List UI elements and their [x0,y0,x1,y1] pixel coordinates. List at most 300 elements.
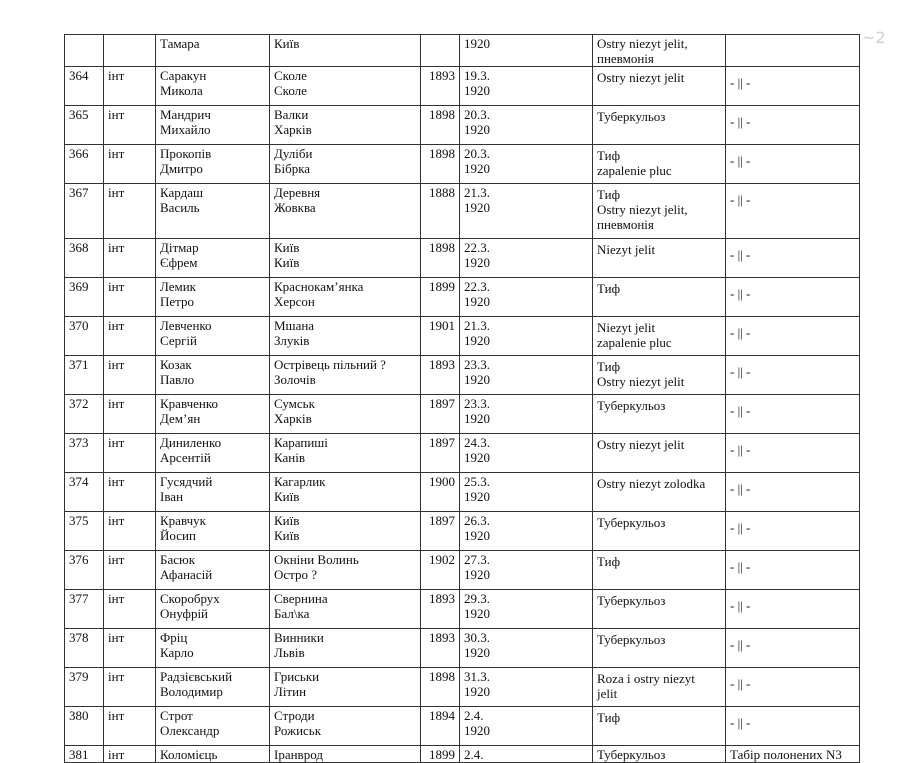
death-date-line: 1920 [464,411,490,426]
burial-note [726,395,860,434]
person-name-line: Козак [160,357,192,372]
birth-year-line: 1902 [429,552,455,567]
birthplace [270,278,421,317]
record-number [65,106,104,145]
person-name [156,317,270,356]
person-name [156,278,270,317]
record-number-line: 368 [69,240,89,255]
death-date [460,67,593,106]
cause-of-death-line: пневмонія [597,51,654,66]
person-name [156,512,270,551]
cause-of-death-line: Niezyt jelit [597,242,656,257]
birthplace [270,434,421,473]
birthplace [270,395,421,434]
person-name-line: Прокопів [160,146,212,161]
person-name-line: Коломієць [160,747,218,762]
death-date-line: 2.4. [464,747,484,762]
birthplace-line: Мшана [274,318,315,333]
birthplace [270,629,421,668]
burial-note-line: - || - [730,325,751,340]
person-name [156,106,270,145]
death-date [460,395,593,434]
table-row [65,356,860,395]
birth-year-line: 1898 [429,240,455,255]
burial-note [726,356,860,395]
table-row [65,473,860,512]
record-type-line: інт [108,669,125,684]
death-date-line: 21.3. [464,185,490,200]
birth-year [421,629,460,668]
birthplace [270,590,421,629]
birthplace-line: Золочів [274,372,316,387]
burial-note [726,239,860,278]
table-row [65,434,860,473]
cause-of-death-line: Туберкульоз [597,398,666,413]
death-date-line: 1920 [464,606,490,621]
death-date-line: 1920 [464,83,490,98]
burial-note [726,106,860,145]
person-name-line: Дмитро [160,161,203,176]
birth-year [421,707,460,746]
birth-year [421,668,460,707]
birthplace [270,106,421,145]
record-type [104,67,156,106]
birthplace-line: Деревня [274,185,321,200]
record-type-line: інт [108,318,125,333]
death-date-line: 1920 [464,489,490,504]
birthplace-line: Київ [274,36,300,51]
cause-of-death [593,67,726,106]
death-date [460,434,593,473]
person-name [156,668,270,707]
record-type-line: інт [108,708,125,723]
record-number-line: 367 [69,185,89,200]
death-date [460,668,593,707]
table-row [65,512,860,551]
birth-year [421,356,460,395]
record-type-line: інт [108,107,125,122]
burial-note-line: - || - [730,403,751,418]
death-date [460,746,593,763]
death-date [460,184,593,239]
burial-note-line: - || - [730,442,751,457]
record-type-line: інт [108,435,125,450]
death-date-line: 29.3. [464,591,490,606]
birth-year-line: 1897 [429,435,455,450]
burial-note [726,434,860,473]
death-date-line: 21.3. [464,318,490,333]
record-number [65,668,104,707]
person-name-line: Павло [160,372,195,387]
record-number [65,35,104,67]
birth-year [421,239,460,278]
record-type-line: інт [108,552,125,567]
birth-year-line: 1898 [429,669,455,684]
burial-note [726,145,860,184]
burial-note [726,512,860,551]
record-number [65,707,104,746]
record-number [65,145,104,184]
person-name-line: Дітмар [160,240,199,255]
person-name [156,746,270,763]
record-type [104,106,156,145]
birth-year-line: 1893 [429,630,455,645]
person-name-line: Михайло [160,122,211,137]
person-name-line: Строт [160,708,193,723]
birthplace-line: Бал\ка [274,606,310,621]
burial-note [726,590,860,629]
cause-of-death-line: zapalenie pluc [597,335,672,350]
person-name-line: Йосип [160,528,196,543]
birthplace-line: Харків [274,411,312,426]
birthplace [270,145,421,184]
cause-of-death [593,473,726,512]
birth-year-line: 1897 [429,513,455,528]
record-type [104,746,156,763]
birthplace-line: Валки [274,107,309,122]
cause-of-death-line: Niezyt jelit [597,320,656,335]
person-name [156,145,270,184]
record-number-line: 370 [69,318,89,333]
birth-year-line: 1899 [429,747,455,762]
record-number-line: 379 [69,669,89,684]
person-name-line: Олександр [160,723,220,738]
record-type [104,590,156,629]
death-date [460,145,593,184]
birth-year [421,278,460,317]
death-date-line: 20.3. [464,146,490,161]
record-number [65,278,104,317]
record-number-line: 377 [69,591,89,606]
person-name-line: Василь [160,200,200,215]
record-number-line: 369 [69,279,89,294]
person-name [156,707,270,746]
cause-of-death-line: Тиф [597,148,620,163]
birthplace-line: Іранврод [274,747,323,762]
death-date-line: 1920 [464,161,490,176]
birthplace [270,356,421,395]
burial-note [726,746,860,763]
record-number [65,317,104,356]
birthplace-line: Львів [274,645,305,660]
record-type [104,395,156,434]
burial-note-line: - || - [730,75,751,90]
record-type [104,512,156,551]
death-date-line: 1920 [464,372,490,387]
record-type [104,356,156,395]
record-type [104,629,156,668]
death-date-line: 1920 [464,122,490,137]
person-name-line: Радзієвський [160,669,233,684]
person-name-line: Левченко [160,318,212,333]
record-type [104,278,156,317]
person-name-line: Тамара [160,36,200,51]
record-type-line: інт [108,630,125,645]
table-row [65,35,860,67]
death-date [460,239,593,278]
death-date-line: 2.4. [464,708,484,723]
record-number [65,746,104,763]
record-number [65,67,104,106]
birthplace [270,473,421,512]
cause-of-death-line: Roza i ostry niezyt [597,671,695,686]
table-row [65,590,860,629]
table-row [65,239,860,278]
birthplace [270,67,421,106]
cause-of-death-line: Туберкульоз [597,747,666,762]
cause-of-death-line: Тиф [597,710,620,725]
birthplace-line: Окніни Волинь [274,552,359,567]
cause-of-death [593,707,726,746]
person-name [156,239,270,278]
record-number-line: 365 [69,107,89,122]
table-row [65,106,860,145]
record-type-line: інт [108,185,125,200]
person-name [156,67,270,106]
birthplace [270,512,421,551]
record-type [104,707,156,746]
birth-year [421,473,460,512]
death-date-line: 30.3. [464,630,490,645]
birth-year-line: 1894 [429,708,455,723]
record-number-line: 376 [69,552,89,567]
birthplace-line: Строди [274,708,315,723]
record-type [104,473,156,512]
person-name-line: Петро [160,294,194,309]
person-name-line: Мандрич [160,107,211,122]
cause-of-death-line: Ostry niezyt jelit [597,70,685,85]
burial-note [726,551,860,590]
record-type-line: інт [108,747,125,762]
death-date [460,629,593,668]
death-date-line: 1920 [464,450,490,465]
person-name-line: Карло [160,645,194,660]
person-name-line: Басюк [160,552,196,567]
birth-year [421,512,460,551]
cause-of-death-line: Ostry niezyt zolodka [597,476,706,491]
death-date-line: 1920 [464,645,490,660]
burial-note [726,67,860,106]
cause-of-death-line: jelit [597,686,618,701]
person-name [156,356,270,395]
burial-note [726,668,860,707]
birth-year [421,317,460,356]
person-name-line: Скоробрух [160,591,220,606]
birth-year [421,590,460,629]
death-register-table [64,34,860,763]
table-row [65,184,860,239]
record-number [65,184,104,239]
cause-of-death [593,746,726,763]
burial-note-line: - || - [730,192,751,207]
record-number [65,629,104,668]
cause-of-death [593,434,726,473]
birthplace [270,551,421,590]
birthplace [270,317,421,356]
cause-of-death-line: Туберкульоз [597,515,666,530]
birth-year-line: 1893 [429,68,455,83]
table-row [65,278,860,317]
cause-of-death [593,35,726,67]
burial-note [726,473,860,512]
person-name [156,473,270,512]
person-name [156,434,270,473]
person-name-line: Кравчук [160,513,206,528]
cause-of-death-line: Ostry niezyt jelit [597,374,685,389]
record-type-line: інт [108,357,125,372]
table-row [65,707,860,746]
birth-year [421,106,460,145]
birth-year [421,67,460,106]
burial-note [726,278,860,317]
birthplace [270,35,421,67]
table-row [65,145,860,184]
person-name-line: Гусядчий [160,474,213,489]
death-date-line: 1920 [464,567,490,582]
table-row [65,629,860,668]
birthplace-line: Бібрка [274,161,311,176]
birth-year-line: 1898 [429,146,455,161]
record-number [65,551,104,590]
death-date-line: 1920 [464,200,490,215]
birthplace [270,239,421,278]
cause-of-death-line: Тиф [597,554,620,569]
birth-year-line: 1888 [429,185,455,200]
cause-of-death-line: zapalenie pluc [597,163,672,178]
record-number [65,356,104,395]
birth-year [421,551,460,590]
table-row [65,668,860,707]
birthplace-line: Рожиськ [274,723,322,738]
death-date-line: 23.3. [464,396,490,411]
cause-of-death-line: Туберкульоз [597,632,666,647]
birthplace-line: Злуків [274,333,310,348]
birth-year [421,184,460,239]
birthplace-line: Літин [274,684,307,699]
birthplace-line: Київ [274,240,300,255]
record-number-line: 378 [69,630,89,645]
cause-of-death [593,551,726,590]
table-row [65,317,860,356]
cause-of-death-line: Ostry niezyt jelit [597,437,685,452]
death-date [460,106,593,145]
cause-of-death [593,590,726,629]
birth-year-line: 1897 [429,396,455,411]
burial-note-line: - || - [730,637,751,652]
birthplace [270,746,421,763]
person-name-line: Фріц [160,630,188,645]
birth-year [421,35,460,67]
burial-note [726,317,860,356]
record-type [104,35,156,67]
person-name-line: Кравченко [160,396,219,411]
person-name-line: Сергій [160,333,198,348]
birth-year [421,434,460,473]
record-number-line: 374 [69,474,89,489]
birthplace-line: Винники [274,630,324,645]
table-row [65,395,860,434]
burial-note-line: - || - [730,676,751,691]
birthplace-line: Київ [274,513,300,528]
person-name [156,395,270,434]
burial-note [726,707,860,746]
death-date [460,512,593,551]
birthplace-line: Остро ? [274,567,318,582]
birthplace-line: Київ [274,528,300,543]
record-type [104,239,156,278]
person-name-line: Володимир [160,684,223,699]
burial-note [726,35,860,67]
birthplace-line: Острівець пільний ? [274,357,386,372]
birthplace-line: Київ [274,489,300,504]
record-number [65,434,104,473]
burial-note-line: - || - [730,114,751,129]
record-type [104,145,156,184]
death-date-line: 19.3. [464,68,490,83]
cause-of-death-line: Тиф [597,359,620,374]
record-type [104,434,156,473]
death-date-line: 23.3. [464,357,490,372]
record-number-line: 380 [69,708,89,723]
burial-note-line: - || - [730,559,751,574]
death-date-line: 25.3. [464,474,490,489]
record-number [65,395,104,434]
scan-page-mark: ~2 [862,28,886,47]
record-number-line: 371 [69,357,89,372]
burial-note-line: Табір полонених N3 [730,747,842,762]
record-type-line: інт [108,68,125,83]
table-row [65,746,860,763]
birthplace [270,707,421,746]
birthplace-line: Гриськи [274,669,320,684]
birth-year [421,145,460,184]
person-name [156,629,270,668]
death-date [460,35,593,67]
death-date [460,278,593,317]
record-type-line: інт [108,240,125,255]
record-type-line: інт [108,474,125,489]
record-type [104,551,156,590]
cause-of-death-line: Туберкульоз [597,109,666,124]
death-date-line: 1920 [464,723,490,738]
cause-of-death [593,668,726,707]
death-date-line: 1920 [464,333,490,348]
burial-note-line: - || - [730,247,751,262]
cause-of-death [593,106,726,145]
birth-year-line: 1899 [429,279,455,294]
record-number [65,473,104,512]
cause-of-death [593,395,726,434]
person-name-line: Онуфрій [160,606,209,621]
record-type [104,184,156,239]
cause-of-death [593,512,726,551]
burial-note-line: - || - [730,520,751,535]
person-name [156,551,270,590]
person-name-line: Арсентій [160,450,211,465]
record-number-line: 364 [69,68,89,83]
record-type [104,668,156,707]
person-name-line: Іван [160,489,184,504]
table-row [65,551,860,590]
birth-year [421,746,460,763]
birthplace-line: Карапиші [274,435,328,450]
birthplace-line: Канів [274,450,305,465]
record-type-line: інт [108,591,125,606]
death-date [460,473,593,512]
birthplace-line: Сумськ [274,396,315,411]
death-date [460,317,593,356]
death-date-line: 22.3. [464,240,490,255]
